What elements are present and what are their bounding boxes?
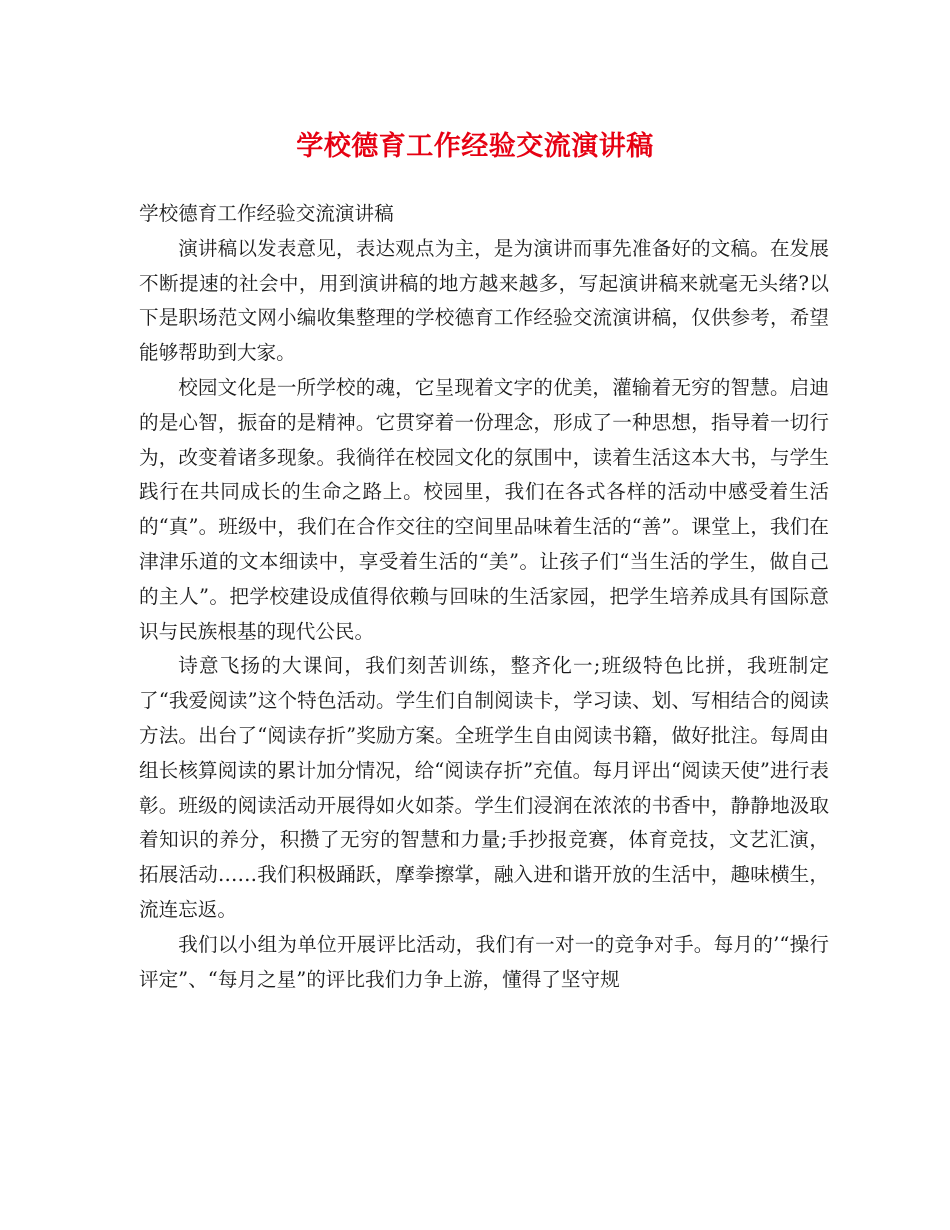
paragraph-class-activities: 诗意飞扬的大课间，我们刻苦训练，整齐化一;班级特色比拼，我班制定了“我爱阅读”这个特色活动。学生们自制阅读卡，学习读、划、写相结合的阅读方法。出台了“阅读存折”奖励方案。全班学生自由阅读书籍，做好批注。每周由组长核算阅读的累计加分情况，给“阅读存折”充值。每月评出“阅读天使”进行表彰。班级的阅读活动开展得如火如荼。学生们浸润在浓浓的书香中，静静地汲取着知识的养分，积攒了无穷的智慧和力量;手抄报竞赛，体育竞技，文艺汇演，拓展活动……我们积极踊跃，摩拳擦掌，融入进和谐开放的生活中，趣味横生，流连忘返。 [139, 654, 829, 921]
paragraph-group-evaluation: 我们以小组为单位开展评比活动，我们有一对一的竞争对手。每月的’“操行评定”、“每月之星”的评比我们力争上游，懂得了坚守规 [139, 932, 829, 991]
paragraph-campus-culture: 校园文化是一所学校的魂，它呈现着文字的优美，灌输着无穷的智慧。启迪的是心智，振奋的是精神。它贯穿着一份理念，形成了一种思想，指导着一切行为，改变着诸多现象。我徜徉在校园文化的氛围中，读着生活这本大书，与学生践行在共同成长的生命之路上。校园里，我们在各式各样的活动中感受着生活的“真”。班级中，我们在合作交往的空间里品味着生活的“善”。课堂上，我们在津津乐道的文本细读中，享受着生活的“美”。让孩子们“当生活的学生，做自己的主人”。把学校建设成值得依赖与回味的生活家园，把学生培养成具有国际意识与民族根基的现代公民。 [139, 375, 829, 643]
paragraph-intro: 演讲稿以发表意见，表达观点为主，是为演讲而事先准备好的文稿。在发展不断提速的社会中，用到演讲稿的地方越来越多，写起演讲稿来就毫无头绪?以下是职场范文网小编收集整理的学校德育工作经验交流演讲稿，仅供参考，希望能够帮助到大家。 [139, 236, 829, 365]
document-title: 学校德育工作经验交流演讲稿 [296, 131, 654, 162]
document-subtitle: 学校德育工作经验交流演讲稿 [139, 202, 394, 225]
document-body [139, 197, 829, 997]
